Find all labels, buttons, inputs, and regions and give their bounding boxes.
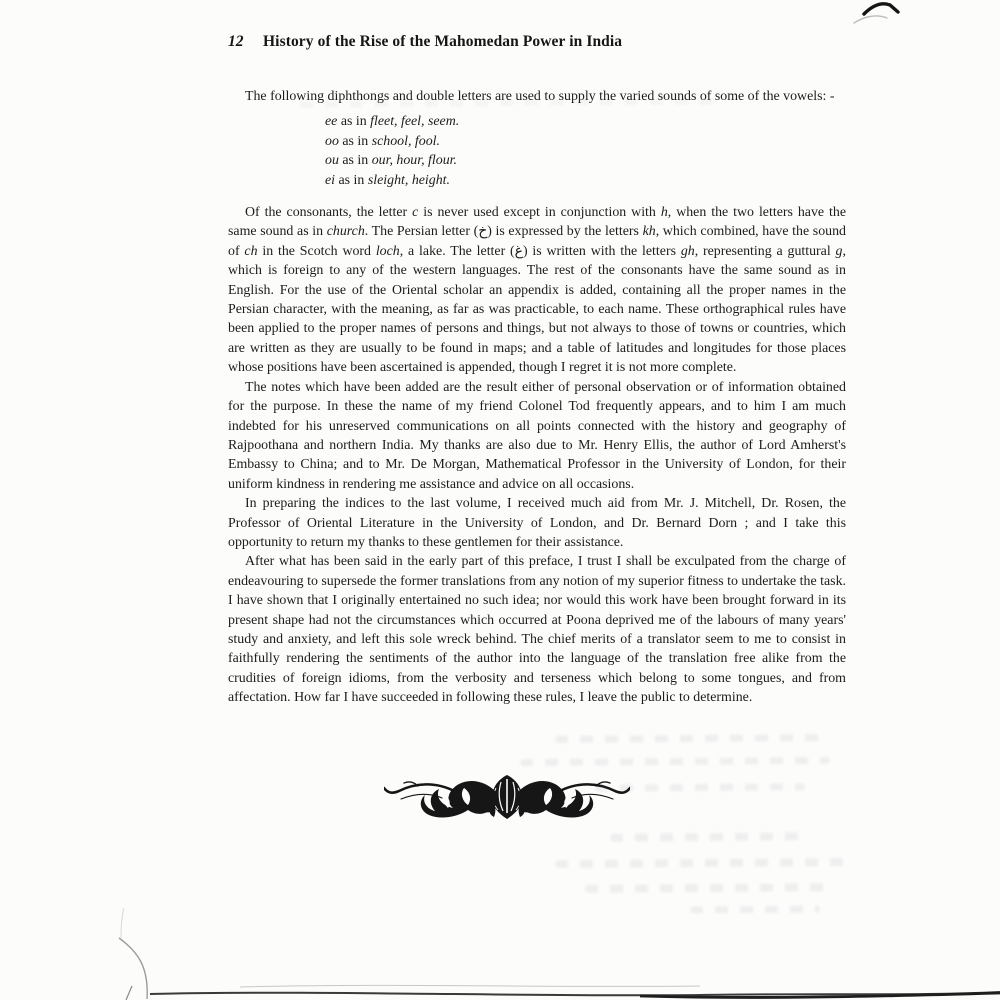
intro-paragraph: The following diphthongs and double letters are used to supply the varied sounds of some of the vowels: - — [245, 89, 835, 104]
bleed-through-smudge — [555, 734, 825, 743]
list-item: ou as in our, hour, flour. — [325, 153, 457, 169]
list-item: ee as in fleet, feel, seem. — [325, 114, 460, 130]
page-bottom-edge — [150, 985, 1000, 997]
floral-divider-ornament — [384, 772, 630, 820]
bleed-through-smudge — [555, 858, 855, 868]
bleed-through-smudge — [585, 883, 835, 893]
page-number: 12 — [228, 33, 244, 50]
running-title: History of the Rise of the Mahomedan Power in India — [263, 33, 623, 50]
bleed-through-smudge — [520, 757, 830, 766]
corner-fold-mark — [854, 4, 898, 23]
page-curl-mark — [119, 908, 147, 1000]
consonants-paragraph: Of the consonants, the letter c is never used except in conjunction with h, when the two letters have the same sound as in church. The Persian letter (خ) is expressed by the letters kh, which combined, have the sound of ch in the Scotch word loch, a lake. The letter (غ) is written with the letters gh, representing a guttural g, which is foreign to any of the western languages. The rest of the consonants have the same sound as in English. For the use of the Oriental scholar an appendix is added, containing all the proper names in the Persian character, with the meaning, as far as was practicable, to each name. These orthographical rules have been applied to the proper names of persons and things, but not always to those of towns or countries, which are written as they are usually to be found in maps; and a table of latitudes and longitudes for those places whose positions have been ascertained is appended, though I regret it is not more complete. — [228, 205, 846, 376]
closing-paragraph: After what has been said in the early part of this preface, I trust I shall be exculpated from the charge of endeavouring to supersede the former translations from any notion of my superior fitness to undertake the task. I have shown that I originally entertained no such idea; nor would this work have been brought forward in its present shape had not the circumstances which occurred at Poona deprived me of the labours of many years' study and anxiety, and left this sole wreck behind. The chief merits of a translator seem to me to consist in faithfully rendering the sentiments of the author into the language of the translation free alike from the crudities of foreign idioms, from the verbosity and terseness which belong to some tongues, and from affectation. How far I have succeeded in following these rules, I leave the public to determine. — [228, 554, 846, 706]
pronunciation-list — [325, 112, 846, 190]
page-body — [228, 87, 846, 708]
indices-paragraph: In preparing the indices to the last volume, I received much aid from Mr. J. Mitchell, Dr. Rosen, the Professor of Oriental Literature in the University of London, and Dr. Bernard Dorn ; and I take this opportunity to return my thanks to these gentlemen for their assistance. — [228, 496, 846, 550]
list-item: ei as in sleight, height. — [325, 172, 451, 188]
bleed-through-smudge — [690, 906, 820, 914]
list-item: oo as in school, fool. — [325, 133, 440, 149]
bleed-through-smudge — [595, 783, 805, 791]
bleed-through-smudge — [610, 832, 810, 841]
notes-paragraph: The notes which have been added are the result either of personal observation or of information obtained for the purpose. In these the name of my friend Colonel Tod frequently appears, and to him I am much indebted for his unreserved communications on all points connected with the history and geography of Rajpoothana and northern India. My thanks are also due to Mr. Henry Ellis, the author of Lord Amherst's Embassy to China; and to Mr. De Morgan, Mathematical Professor in the University of London, for their uniform kindness in rendering me assistance and advice on all occasions. — [228, 379, 846, 492]
page-header — [228, 33, 846, 51]
